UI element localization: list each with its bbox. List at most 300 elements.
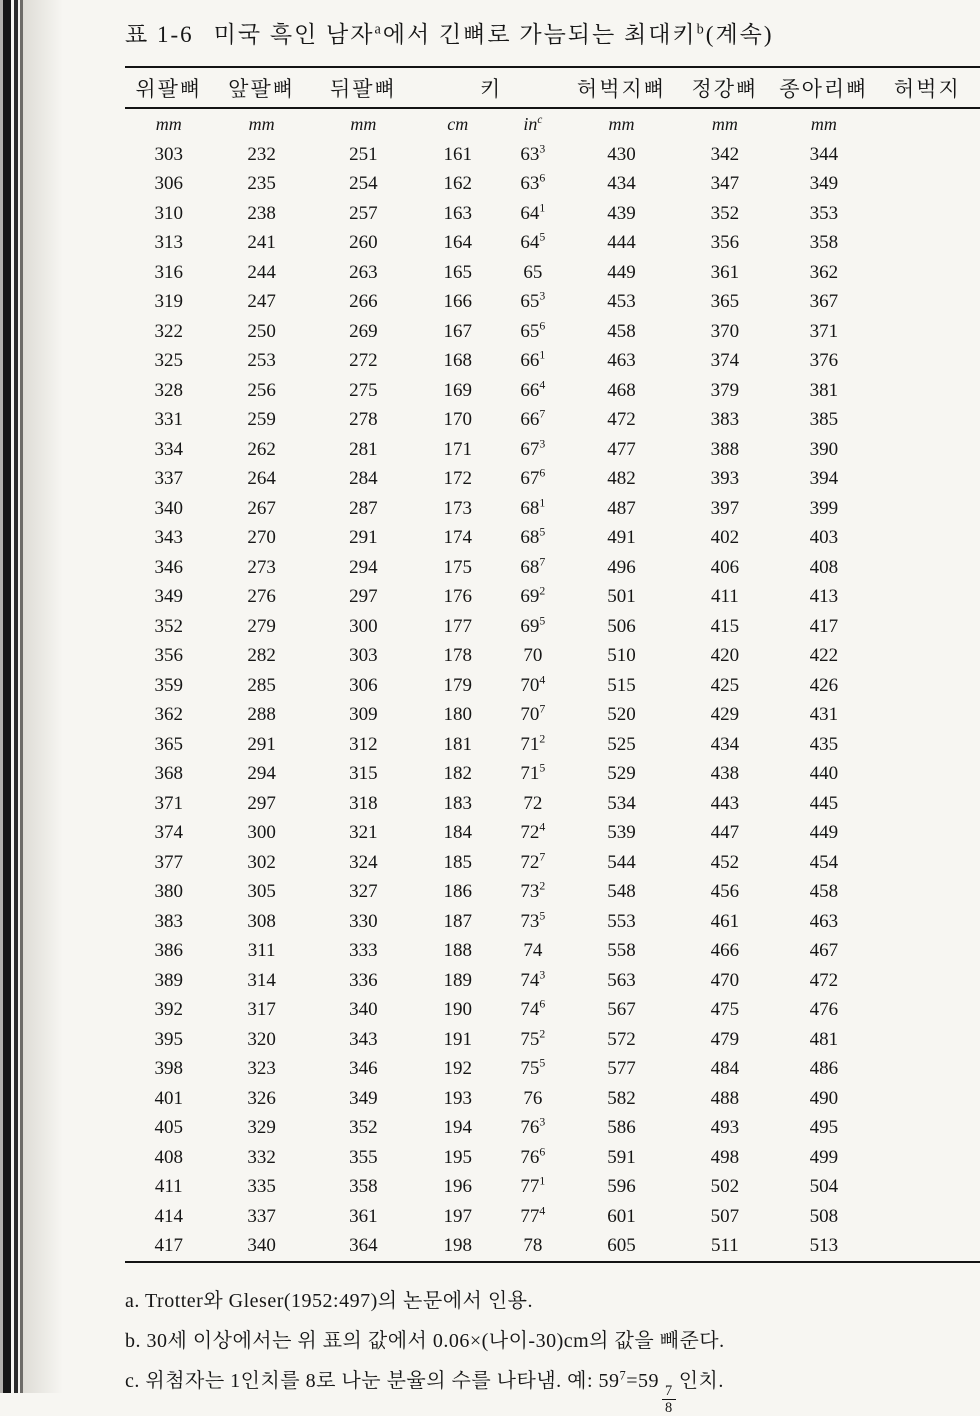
table-cell (875, 1232, 980, 1263)
table-cell: 344 (809, 143, 839, 165)
table-cell: 408 (154, 1146, 183, 1168)
table-cell: 253 (247, 350, 276, 372)
table-row (125, 1202, 980, 1232)
table-row (125, 170, 980, 200)
table-cell: 484 (710, 1058, 740, 1080)
table-cell: 470 (710, 969, 740, 991)
table-cell: 491 (607, 527, 636, 549)
table-cell: 356 (154, 645, 183, 667)
table-cell: 266 (349, 291, 378, 313)
footnote-c-text-3: 인치. (678, 1370, 724, 1392)
table-cell: 306 (154, 173, 183, 195)
table-cell: 269 (349, 320, 378, 342)
table-row (125, 612, 980, 642)
table-cell (875, 553, 980, 583)
table-cell: 434 (607, 173, 636, 195)
column-header-clipped: 허벅지 (875, 67, 980, 108)
table-cell: 184 (443, 822, 472, 844)
table-cell: 297 (349, 586, 378, 608)
table-cell: 163 (443, 202, 472, 224)
table-cell: 331 (154, 409, 183, 431)
table-cell: 443 (710, 792, 740, 814)
table-cell (875, 406, 980, 436)
table-cell: 192 (443, 1058, 472, 1080)
table-cell: 196 (443, 1176, 472, 1198)
unit-label: mm (711, 114, 738, 134)
table-cell: 487 (607, 497, 636, 519)
table-cell: 466 (710, 940, 740, 962)
footnote-c-text-1: c. 위첨자는 1인치를 8로 나눈 분율의 수를 나타냄. 예: 59 (125, 1370, 620, 1392)
table-cell: 297 (247, 792, 276, 814)
table-cell (875, 671, 980, 701)
table-cell: $75^2$ (520, 1027, 546, 1050)
table-cell: 529 (607, 763, 636, 785)
table-cell: 401 (154, 1087, 183, 1109)
table-cell: 334 (154, 438, 183, 460)
table-cell: 352 (349, 1117, 378, 1139)
table-cell: 403 (809, 527, 839, 549)
table-cell: 270 (247, 527, 276, 549)
table-cell: 323 (247, 1058, 276, 1080)
table-cell: 166 (443, 291, 472, 313)
table-cell: 288 (247, 704, 276, 726)
table-cell: 319 (154, 291, 183, 313)
table-cell (875, 907, 980, 937)
table-cell (875, 701, 980, 731)
table-cell: 263 (349, 261, 378, 283)
table-cell (875, 1055, 980, 1085)
table-cell: 332 (247, 1146, 276, 1168)
table-cell: 380 (154, 881, 183, 903)
table-cell: 186 (443, 881, 472, 903)
column-header-tibia: 정강뼈 (677, 67, 773, 108)
table-cell: 499 (809, 1146, 839, 1168)
table-cell: 260 (349, 232, 378, 254)
table-cell: 322 (154, 320, 183, 342)
table-cell: 197 (443, 1205, 472, 1227)
table-cell: 377 (154, 851, 183, 873)
table-cell: 340 (154, 497, 183, 519)
table-cell: 189 (443, 969, 472, 991)
table-row (125, 878, 980, 908)
title-footnote-marker-a: a (374, 21, 383, 38)
header-row (125, 67, 980, 108)
table-cell: $72^4$ (520, 820, 546, 844)
table-cell: 496 (607, 556, 636, 578)
table-cell: 359 (154, 674, 183, 696)
table-cell: 282 (247, 645, 276, 667)
unit-label: mm (248, 114, 275, 134)
table-cell (875, 229, 980, 259)
table-cell: 435 (809, 733, 839, 755)
column-header-humerus: 위팔뼈 (125, 67, 213, 108)
table-cell: $77^4$ (520, 1204, 546, 1227)
table-cell (875, 170, 980, 200)
table-cell: 440 (809, 763, 839, 785)
table-cell: 475 (710, 999, 740, 1021)
table-cell: 278 (349, 409, 378, 431)
table-cell: 342 (710, 143, 740, 165)
table-cell (875, 288, 980, 318)
table-cell: 591 (607, 1146, 636, 1168)
table-row (125, 317, 980, 347)
table-row (125, 229, 980, 259)
table-cell: 463 (809, 910, 839, 932)
table-cell: 429 (710, 704, 740, 726)
table-cell: 461 (710, 910, 740, 932)
table-cell: $76^6$ (520, 1145, 546, 1168)
table-row (125, 465, 980, 495)
title-text-2: 에서 긴뼈로 가늠되는 최대키 (382, 22, 697, 47)
table-cell: 335 (247, 1176, 276, 1198)
table-cell: 349 (809, 173, 839, 195)
table-cell: 232 (247, 143, 276, 165)
table-cell (875, 494, 980, 524)
table-cell: 173 (443, 497, 472, 519)
table-cell (875, 937, 980, 967)
table-cell: 362 (154, 704, 183, 726)
table-number: 표 1-6 (125, 22, 194, 47)
table-cell: 340 (349, 999, 378, 1021)
table-cell: 310 (154, 202, 183, 224)
table-cell: 191 (443, 1028, 472, 1050)
table-cell: 402 (710, 527, 740, 549)
table-row (125, 1084, 980, 1114)
footnote-b: b. 30세 이상에서는 위 표의 값에서 0.06×(나이-30)cm의 값을 빼준다. (125, 1330, 725, 1352)
table-cell: 314 (247, 969, 276, 991)
table-cell: 179 (443, 674, 472, 696)
table-cell: 327 (349, 881, 378, 903)
table-row (125, 406, 980, 436)
table-cell: 398 (154, 1058, 183, 1080)
table-cell: 74 (523, 940, 543, 962)
table-cell: 408 (809, 556, 839, 578)
table-cell: 353 (809, 202, 839, 224)
table-cell: 190 (443, 999, 472, 1021)
table-cell (875, 612, 980, 642)
table-cell: $69^2$ (520, 584, 546, 608)
table-cell: 510 (607, 645, 636, 667)
table-cell (875, 140, 980, 170)
table-cell: 267 (247, 497, 276, 519)
column-header-fibula: 종아리뼈 (773, 67, 875, 108)
table-cell: 488 (710, 1087, 740, 1109)
table-cell: 273 (247, 556, 276, 578)
table-cell: 395 (154, 1028, 183, 1050)
table-cell: 187 (443, 910, 472, 932)
table-cell: 329 (247, 1117, 276, 1139)
table-cell: 415 (710, 615, 740, 637)
table-cell (875, 1025, 980, 1055)
table-cell: 431 (809, 704, 839, 726)
table-body (125, 140, 980, 1262)
table-row (125, 258, 980, 288)
table-cell: 358 (349, 1176, 378, 1198)
table-row (125, 199, 980, 229)
table-cell: 185 (443, 851, 472, 873)
table-cell: 515 (607, 674, 636, 696)
table-cell: 361 (349, 1205, 378, 1227)
table-cell: 389 (154, 969, 183, 991)
table-cell: 444 (607, 232, 636, 254)
table-cell: 294 (247, 763, 276, 785)
table-cell: 264 (247, 468, 276, 490)
table-cell: 183 (443, 792, 472, 814)
table-cell: 317 (247, 999, 276, 1021)
table-cell: 586 (607, 1117, 636, 1139)
table-cell: 383 (154, 910, 183, 932)
fraction-seven-eighths: $\frac{7}{8}$ (662, 1384, 676, 1416)
table-row (125, 1143, 980, 1173)
unit-label: mm (810, 114, 837, 134)
table-cell: 577 (607, 1058, 636, 1080)
table-cell: 390 (809, 438, 839, 460)
table-cell: 425 (710, 674, 740, 696)
table-cell: 406 (710, 556, 740, 578)
table-cell: $68^1$ (520, 496, 546, 519)
column-header-ulna: 뒤팔뼈 (311, 67, 416, 108)
table-cell: 513 (809, 1235, 839, 1257)
table-cell: 386 (154, 940, 183, 962)
table-row (125, 1055, 980, 1085)
table-cell: $76^3$ (520, 1115, 546, 1139)
table-cell: 349 (349, 1087, 378, 1109)
unit-label (875, 108, 980, 140)
table-cell: 177 (443, 615, 472, 637)
table-cell (875, 258, 980, 288)
table-cell: 476 (809, 999, 839, 1021)
column-header-stature: 키 (416, 67, 566, 108)
units-row (125, 108, 980, 140)
table-cell: 279 (247, 615, 276, 637)
table-row (125, 730, 980, 760)
table-cell: 490 (809, 1087, 839, 1109)
table-cell: 393 (710, 468, 740, 490)
table-cell: 477 (607, 438, 636, 460)
table-cell: 349 (154, 586, 183, 608)
table-row (125, 966, 980, 996)
table-cell: 340 (247, 1235, 276, 1257)
table-cell: 162 (443, 173, 472, 195)
table-cell: 548 (607, 881, 636, 903)
table-cell: 358 (809, 232, 839, 254)
table-cell: 364 (349, 1235, 378, 1257)
table-cell: 458 (607, 320, 636, 342)
unit-label: mm (350, 114, 377, 134)
table-cell: 287 (349, 497, 378, 519)
table-cell: 520 (607, 704, 636, 726)
table-cell: 495 (809, 1117, 839, 1139)
table-cell: 180 (443, 704, 472, 726)
table-cell: 371 (154, 792, 183, 814)
table-cell: 300 (349, 615, 378, 637)
table-cell: 456 (710, 881, 740, 903)
table-cell: 325 (154, 350, 183, 372)
table-cell: 76 (523, 1087, 543, 1109)
table-cell: 281 (349, 438, 378, 460)
table-cell: 305 (247, 881, 276, 903)
table-cell: $70^7$ (520, 702, 546, 726)
table-cell: 479 (710, 1028, 740, 1050)
table-cell: 417 (154, 1235, 183, 1257)
unit-label: cm (447, 114, 469, 134)
table-cell: 558 (607, 940, 636, 962)
table-cell: 458 (809, 881, 839, 903)
table-cell: $75^5$ (520, 1056, 546, 1080)
table-cell: 572 (607, 1028, 636, 1050)
table-cell: 321 (349, 822, 378, 844)
table-cell: 486 (809, 1058, 839, 1080)
table-row (125, 524, 980, 554)
table-cell: 193 (443, 1087, 472, 1109)
table-cell: $65^3$ (520, 289, 546, 313)
table-cell: 582 (607, 1087, 636, 1109)
table-cell: 399 (809, 497, 839, 519)
table-cell: 303 (154, 143, 183, 165)
table-cell: 467 (809, 940, 839, 962)
table-cell: 272 (349, 350, 378, 372)
table-cell: 525 (607, 733, 636, 755)
table-cell: 72 (523, 792, 543, 814)
table-cell: 188 (443, 940, 472, 962)
table-cell: 534 (607, 792, 636, 814)
table-cell: 346 (349, 1058, 378, 1080)
table-cell (875, 347, 980, 377)
table-cell: 337 (154, 468, 183, 490)
table-cell: 167 (443, 320, 472, 342)
table-row (125, 819, 980, 849)
table-row (125, 642, 980, 672)
table-row (125, 701, 980, 731)
table-cell: 259 (247, 409, 276, 431)
table-cell: 355 (349, 1146, 378, 1168)
table-cell: $63^3$ (520, 142, 546, 165)
table-cell: 302 (247, 851, 276, 873)
table-row (125, 494, 980, 524)
table-cell: 254 (349, 173, 378, 195)
table-row (125, 376, 980, 406)
table-cell (875, 878, 980, 908)
table-row (125, 1025, 980, 1055)
table-cell: 170 (443, 409, 472, 431)
stature-table (125, 66, 980, 1263)
table-cell (875, 819, 980, 849)
table-cell: 313 (154, 232, 183, 254)
table-cell: 235 (247, 173, 276, 195)
table-cell: 365 (154, 733, 183, 755)
table-cell: 381 (809, 379, 839, 401)
table-cell: 356 (710, 232, 740, 254)
table-cell: $69^5$ (520, 614, 546, 637)
table-cell: 481 (809, 1028, 839, 1050)
table-row (125, 288, 980, 318)
table-row (125, 1114, 980, 1144)
table-cell: 397 (710, 497, 740, 519)
table-cell: 472 (607, 409, 636, 431)
table-cell: 371 (809, 320, 839, 342)
table-cell: 388 (710, 438, 740, 460)
table-cell: 250 (247, 320, 276, 342)
table-cell: 181 (443, 733, 472, 755)
table-cell: 276 (247, 586, 276, 608)
table-cell: 411 (154, 1176, 183, 1198)
table-cell: $66^7$ (520, 407, 546, 431)
table-cell: 275 (349, 379, 378, 401)
table-cell (875, 376, 980, 406)
table-cell: 438 (710, 763, 740, 785)
table-cell: 291 (247, 733, 276, 755)
table-cell: $64^5$ (520, 230, 546, 254)
table-cell: 445 (809, 792, 839, 814)
table-cell: 426 (809, 674, 839, 696)
table-cell: 368 (154, 763, 183, 785)
table-cell: $70^4$ (520, 673, 546, 696)
table-cell: 362 (809, 261, 839, 283)
table-cell: 506 (607, 615, 636, 637)
table-cell: $71^5$ (520, 761, 546, 785)
table-cell: 352 (154, 615, 183, 637)
title-footnote-marker-b: b (696, 21, 706, 38)
table-row (125, 583, 980, 613)
table-cell: $68^5$ (520, 525, 546, 549)
table-cell: 333 (349, 940, 378, 962)
table-cell: 544 (607, 851, 636, 873)
table-cell: 336 (349, 969, 378, 991)
table-cell: 417 (809, 615, 839, 637)
table-cell: 596 (607, 1176, 636, 1198)
table-cell: 374 (710, 350, 740, 372)
table-cell: 284 (349, 468, 378, 490)
table-cell (875, 1173, 980, 1203)
table-row (125, 907, 980, 937)
table-cell: 447 (710, 822, 740, 844)
table-cell: 405 (154, 1117, 183, 1139)
table-cell: 318 (349, 792, 378, 814)
table-cell: 365 (710, 291, 740, 313)
table-cell: 172 (443, 468, 472, 490)
table-cell: 320 (247, 1028, 276, 1050)
table-row (125, 937, 980, 967)
table-cell: 454 (809, 851, 839, 873)
table-cell: 482 (607, 468, 636, 490)
table-cell: 605 (607, 1235, 636, 1257)
table-cell (875, 1202, 980, 1232)
table-cell: 411 (711, 586, 739, 608)
table-cell: 257 (349, 202, 378, 224)
table-cell: $77^1$ (520, 1174, 546, 1198)
footnote-c (125, 1361, 725, 1416)
footnote-a: a. Trotter와 Gleser(1952:497)의 논문에서 인용. (125, 1290, 533, 1312)
table-cell: 174 (443, 527, 472, 549)
table-cell: 347 (710, 173, 740, 195)
table-cell: 383 (710, 409, 740, 431)
table-row (125, 347, 980, 377)
table-cell: 453 (607, 291, 636, 313)
table-row (125, 996, 980, 1026)
table-cell: 175 (443, 556, 472, 578)
table-cell: $66^4$ (520, 378, 546, 401)
table-cell: 256 (247, 379, 276, 401)
footnote-c-text-2: =59 (626, 1370, 659, 1392)
table-cell: 361 (710, 261, 740, 283)
table-cell: 251 (349, 143, 378, 165)
scan-gutter-line-1 (14, 0, 18, 1393)
table-cell: $72^7$ (520, 850, 546, 873)
column-header-femur: 허벅지뼈 (566, 67, 676, 108)
table-cell: 392 (154, 999, 183, 1021)
table-row (125, 140, 980, 170)
table-cell: 434 (710, 733, 740, 755)
